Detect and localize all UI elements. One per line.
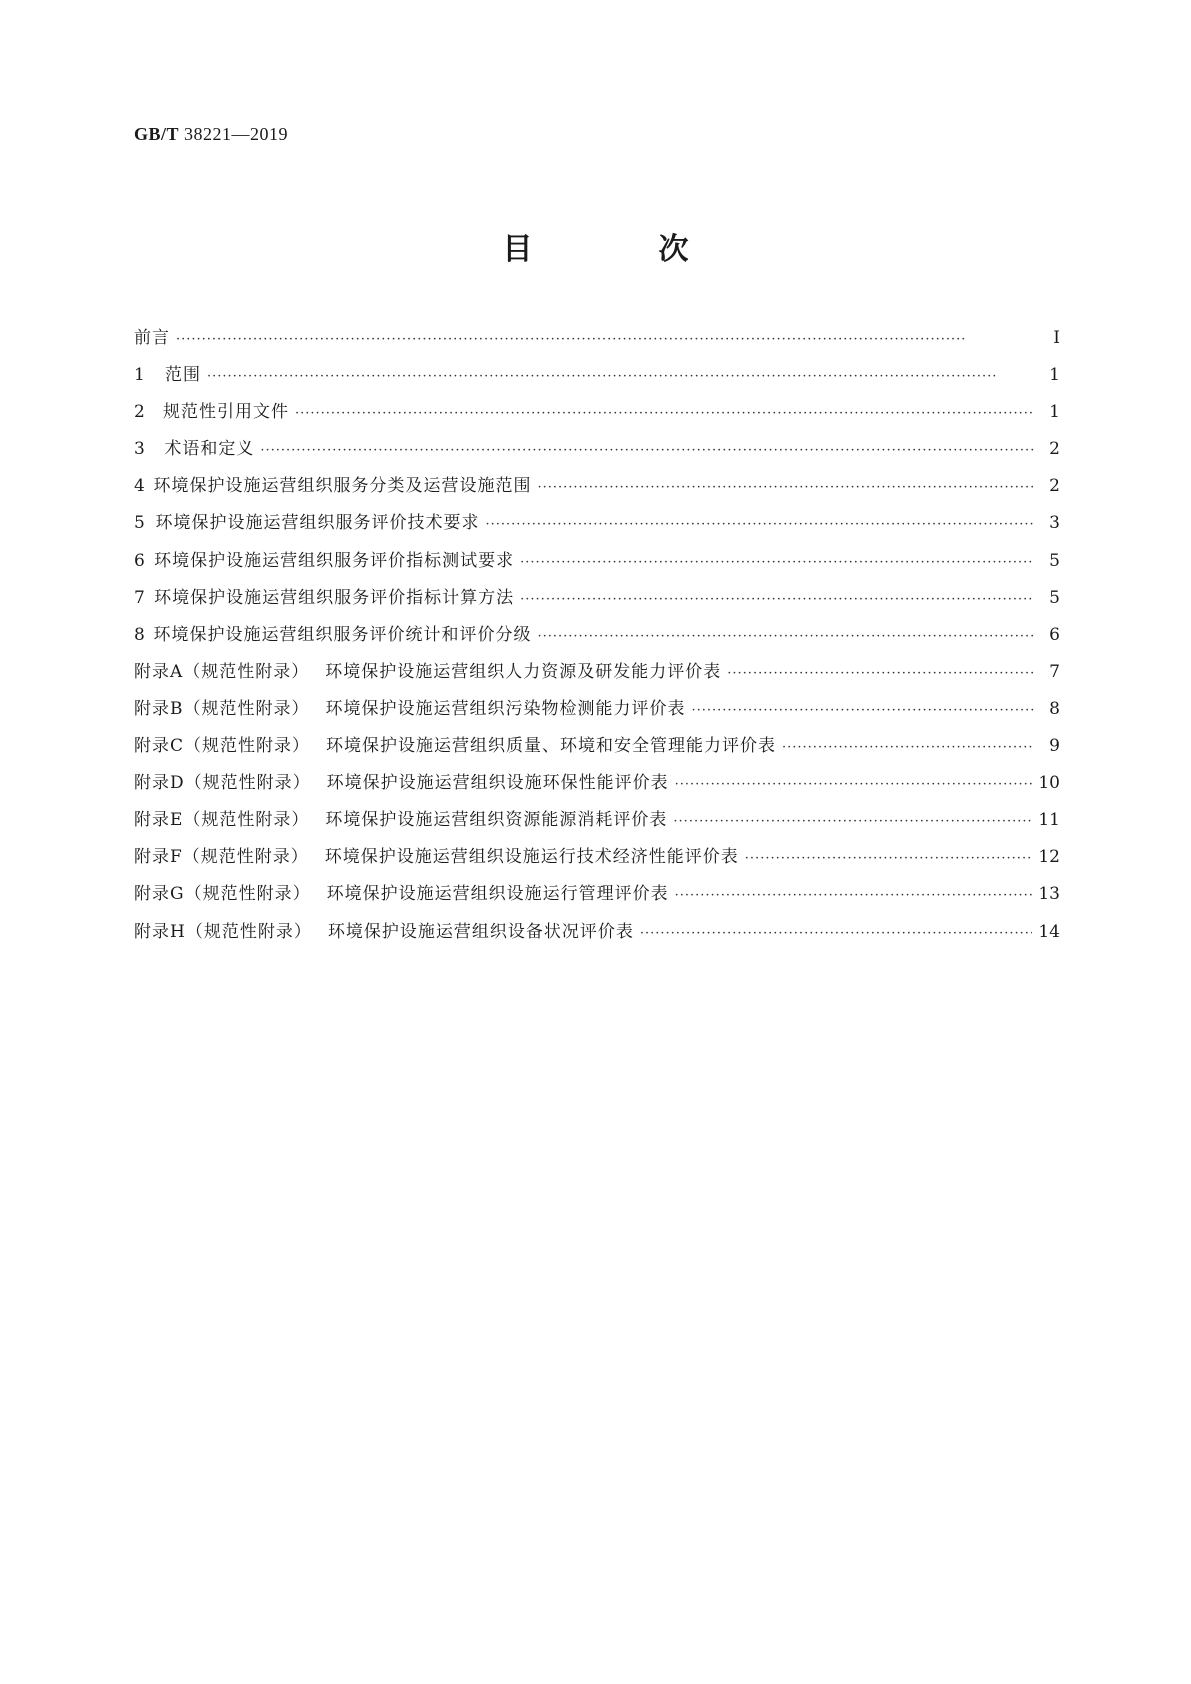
page-number: 1 xyxy=(1049,365,1060,386)
annex-label: 附录C（规范性附录） xyxy=(134,736,311,757)
dot-leader xyxy=(520,555,1034,570)
annex-title: 环境保护设施运营组织人力资源及研发能力评价表 xyxy=(325,661,722,682)
annex-title: 环境保护设施运营组织资源能源消耗评价表 xyxy=(325,810,668,831)
annex-label: 附录A（规范性附录） xyxy=(134,661,310,682)
toc-entry-3[interactable]: 3 术语和定义 ····· 2 xyxy=(134,434,1060,471)
dot-leader xyxy=(727,666,1034,681)
annex-label: 附录B（规范性附录） xyxy=(134,698,310,719)
dot-leader xyxy=(537,629,1034,644)
toc-entry-annex-e[interactable] xyxy=(134,805,1060,842)
annex-title: 环境保护设施运营组织设备状况评价表 xyxy=(327,921,634,942)
dot-leader xyxy=(745,851,1033,866)
page-number: 2 xyxy=(1049,439,1060,460)
page-number: 14 xyxy=(1038,921,1060,942)
toc-entry-annex-d[interactable] xyxy=(134,768,1060,805)
standard-header xyxy=(134,124,288,145)
toc-entry-annex-g[interactable] xyxy=(134,879,1060,916)
toc-entry-annex-f[interactable] xyxy=(134,842,1060,879)
section-number: 6 xyxy=(134,550,145,571)
section-number: 7 xyxy=(134,587,145,608)
toc-entry-1[interactable]: 1 范围 ····· 1 xyxy=(134,360,1060,397)
dot-leader xyxy=(207,369,1034,384)
toc-entry-annex-c[interactable] xyxy=(134,731,1060,768)
section-number: 1 xyxy=(134,365,145,386)
page-number: 13 xyxy=(1038,884,1060,905)
standard-number: 38221—2019 xyxy=(184,124,289,144)
toc-entry-7[interactable]: 7 环境保护设施运营组织服务评价指标计算方法 ····· 5 xyxy=(134,583,1060,620)
section-number: 5 xyxy=(134,513,145,534)
page-number: 2 xyxy=(1049,476,1060,497)
section-number: 8 xyxy=(134,624,145,645)
page-number: 5 xyxy=(1049,550,1060,571)
page-number: 10 xyxy=(1038,773,1060,794)
dot-leader xyxy=(640,926,1033,941)
toc-entry-2[interactable]: 2 规范性引用文件 ····· 1 xyxy=(134,397,1060,434)
page-number: 6 xyxy=(1049,624,1060,645)
toc-entry-annex-a[interactable] xyxy=(134,657,1060,694)
dot-leader xyxy=(782,740,1034,755)
toc-entry-5[interactable]: 5 环境保护设施运营组织服务评价技术要求 ····· 3 xyxy=(134,508,1060,545)
page-number: 12 xyxy=(1038,847,1060,868)
dot-leader xyxy=(673,814,1032,829)
toc-entry-annex-h[interactable] xyxy=(134,917,1060,954)
toc-entry-foreword[interactable]: 前言 ····· Ⅰ xyxy=(134,323,1060,360)
toc-entry-4[interactable]: 4 环境保护设施运营组织服务分类及运营设施范围 ····· 2 xyxy=(134,471,1060,508)
toc-entry-8[interactable]: 8 环境保护设施运营组织服务评价统计和评价分级 ····· 6 xyxy=(134,620,1060,657)
section-number: 4 xyxy=(134,476,145,497)
toc-entry-annex-b[interactable] xyxy=(134,694,1060,731)
dot-leader xyxy=(537,480,1034,495)
annex-label: 附录E（规范性附录） xyxy=(134,810,310,831)
page-number: 8 xyxy=(1049,698,1060,719)
dot-leader xyxy=(260,443,1034,458)
annex-label: 附录G（规范性附录） xyxy=(134,884,311,905)
section-number: 3 xyxy=(134,439,145,460)
standard-code: GB/T xyxy=(134,124,180,144)
dot-leader xyxy=(295,406,1034,421)
page-number: 11 xyxy=(1038,810,1060,831)
section-number: 2 xyxy=(134,402,145,423)
dot-leader xyxy=(176,332,1034,347)
page-number: 5 xyxy=(1049,587,1060,608)
annex-label: 附录H（规范性附录） xyxy=(134,921,312,942)
toc-entry-6[interactable]: 6 环境保护设施运营组织服务评价指标测试要求 ····· 5 xyxy=(134,546,1060,583)
page-number: 9 xyxy=(1049,736,1060,757)
annex-label: 附录D（规范性附录） xyxy=(134,773,311,794)
annex-title: 环境保护设施运营组织设施运行技术经济性能评价表 xyxy=(324,847,739,868)
table-of-contents xyxy=(134,323,1060,954)
dot-leader xyxy=(675,888,1033,903)
annex-title: 环境保护设施运营组织设施环保性能评价表 xyxy=(326,773,669,794)
annex-title: 环境保护设施运营组织污染物检测能力评价表 xyxy=(325,698,686,719)
page-number: 3 xyxy=(1049,513,1060,534)
dot-leader xyxy=(520,592,1034,607)
dot-leader xyxy=(675,777,1033,792)
page-number: 7 xyxy=(1049,661,1060,682)
annex-label: 附录F（规范性附录） xyxy=(134,847,309,868)
dot-leader xyxy=(692,703,1035,718)
page-number: Ⅰ xyxy=(1053,328,1060,348)
toc-title: 目 次 xyxy=(502,232,737,267)
page-number: 1 xyxy=(1049,402,1060,423)
annex-title: 环境保护设施运营组织质量、环境和安全管理能力评价表 xyxy=(326,736,777,757)
annex-title: 环境保护设施运营组织设施运行管理评价表 xyxy=(326,884,669,905)
dot-leader xyxy=(486,517,1034,532)
